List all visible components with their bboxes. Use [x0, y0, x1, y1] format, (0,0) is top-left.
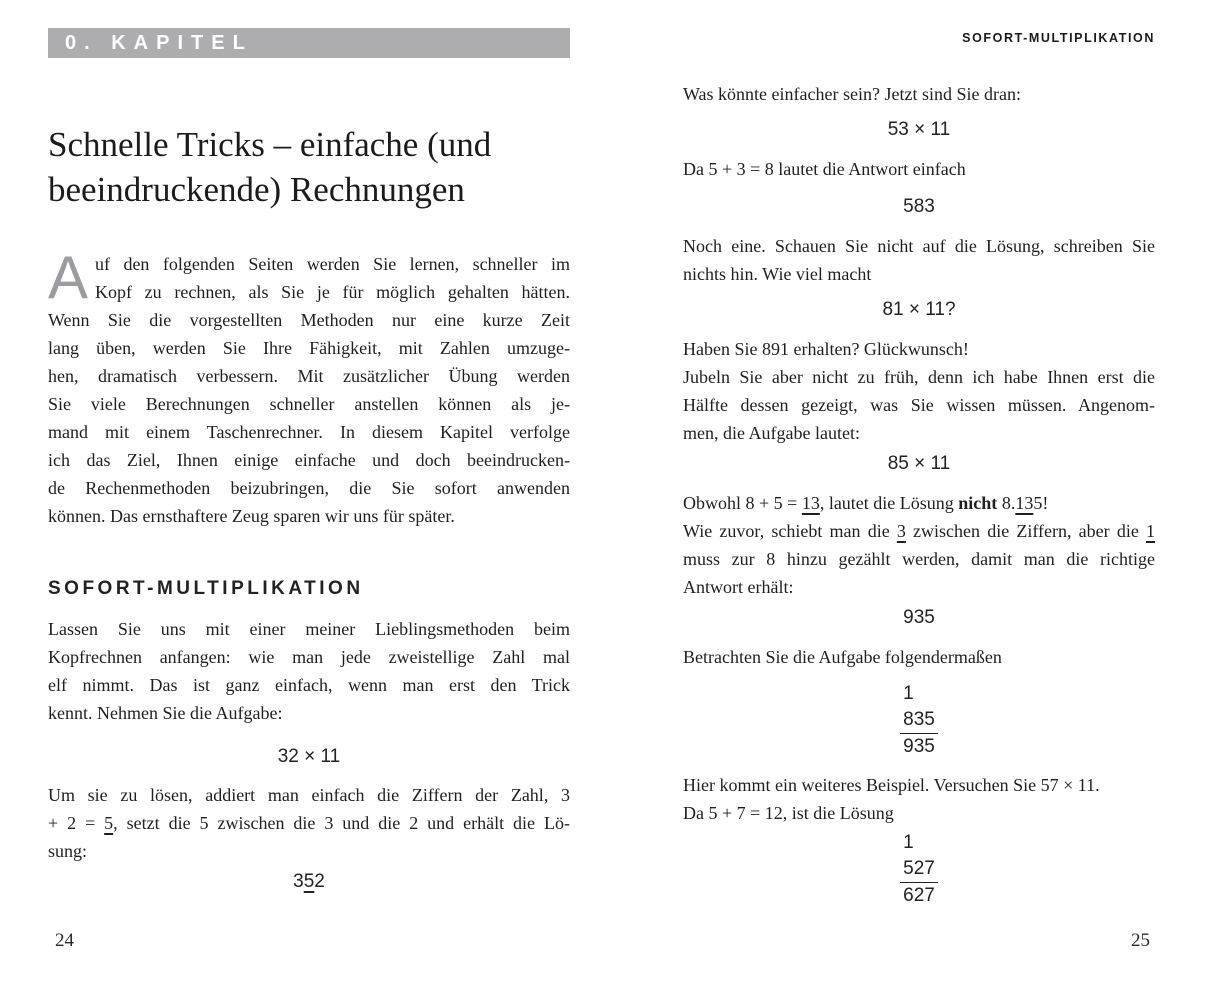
- drop-cap: A: [48, 244, 89, 311]
- text-line: [683, 391, 1155, 419]
- underlined-run: 5: [104, 813, 114, 833]
- text-run: 5!: [1033, 493, 1049, 513]
- solve-paragraph: [48, 781, 570, 865]
- addition-stack-835: [683, 681, 1155, 760]
- text-run: Jubeln Sie aber nicht zu früh, denn ich habe Ihnen erst die: [683, 367, 1155, 387]
- text-run: Hälfte dessen gezeigt, was Sie wissen müssen. Angenom-: [683, 395, 1155, 415]
- text-line: [48, 362, 570, 390]
- text-line: [48, 306, 570, 334]
- text-run: uf den folgenden Seiten werden Sie lernen, schneller im: [95, 254, 570, 274]
- text-line: [683, 545, 1155, 573]
- text-line: [48, 446, 570, 474]
- text-run: Da 5 + 7 = 12, ist die Lösung: [683, 803, 894, 823]
- text-line: [48, 699, 570, 727]
- page-number-left: 24: [55, 930, 74, 951]
- text-run: de Rechenmethoden beizubringen, die Sie sofort anwenden: [48, 478, 570, 498]
- paragraph-weiteres-beispiel: [683, 771, 1155, 827]
- chapter-title-line-2: beeindruckende) Rechnungen: [48, 170, 465, 209]
- text-line: [48, 837, 570, 865]
- text-run: , lautet die Lösung: [819, 493, 959, 513]
- text-line: [683, 155, 1155, 183]
- running-head: SOFORT-MULTIPLIKATION: [962, 31, 1155, 45]
- sum-row: 627: [903, 885, 935, 906]
- text-line: [683, 517, 1155, 545]
- text-run: 2: [314, 871, 325, 892]
- chapter-label: 0. KAPITEL: [65, 32, 253, 54]
- page-number-right: 25: [1131, 930, 1150, 951]
- text-line: [48, 278, 570, 306]
- text-run: kennt. Nehmen Sie die Aufgabe:: [48, 703, 283, 723]
- text-run: Was könnte einfacher sein? Jetzt sind Sie dran:: [683, 84, 1021, 104]
- text-run: , setzt die 5 zwischen die 3 und die 2 und erhält die Lö-: [113, 813, 570, 833]
- text-run: ich das Ziel, Ihnen einige einfache und doch beeindrucken-: [48, 450, 570, 470]
- text-line: [683, 232, 1155, 260]
- text-run: Um sie zu lösen, addiert man einfach die Ziffern der Zahl, 3: [48, 785, 570, 805]
- equation-32x11: 32 × 11: [277, 746, 341, 767]
- paragraph-da-5-3: [683, 155, 1155, 183]
- text-line: [683, 771, 1155, 799]
- text-run: sung:: [48, 841, 88, 861]
- chapter-header-bar: [48, 28, 570, 58]
- addend-row: 527: [900, 856, 938, 883]
- addition-stack: [900, 681, 938, 760]
- underlined-run: 13: [801, 493, 820, 513]
- text-run: 8.: [997, 493, 1016, 513]
- underlined-run: 1: [1146, 521, 1155, 541]
- paragraph-betrachten: [683, 643, 1155, 671]
- answer-583: 583: [903, 196, 935, 217]
- equation-53x11: 53 × 11: [887, 119, 951, 140]
- text-line: [683, 489, 1155, 517]
- carry-digit: 1: [903, 832, 914, 853]
- text-line: [48, 334, 570, 362]
- paragraph-obwohl: [683, 489, 1155, 601]
- text-run: Haben Sie 891 erhalten? Glückwunsch!: [683, 339, 969, 359]
- sum-row: 935: [903, 736, 935, 757]
- answer-935: 935: [903, 607, 935, 628]
- text-line: [48, 615, 570, 643]
- addition-stack: [900, 830, 938, 909]
- left-page: [48, 0, 570, 987]
- text-run: Hier kommt ein weiteres Beispiel. Versuchen Sie 57 × 11.: [683, 775, 1100, 795]
- intro-paragraph: [48, 244, 570, 530]
- text-run: Betrachten Sie die Aufgabe folgendermaßen: [683, 647, 1002, 667]
- text-run: hen, dramatisch verbessern. Mit zusätzlicher Übung werden: [48, 366, 570, 386]
- chapter-title-line-1: Schnelle Tricks – einfache (und: [48, 125, 492, 164]
- text-run: muss zur 8 hinzu gezählt werden, damit man die richtige: [683, 549, 1155, 569]
- text-line: [683, 80, 1155, 108]
- text-line: [48, 671, 570, 699]
- text-run: mand mit einem Taschenrechner. In diesem Kapitel verfolge: [48, 422, 570, 442]
- text-run: Wenn Sie die vorgestellten Methoden nur eine kurze Zeit: [48, 310, 570, 330]
- text-run: Noch eine. Schauen Sie nicht auf die Lösung, schreiben Sie: [683, 236, 1155, 256]
- section-heading: SOFORT-MULTIPLIKATION: [48, 578, 364, 599]
- chapter-title: [48, 122, 570, 212]
- text-run: Wie zuvor, schiebt man die: [683, 521, 897, 541]
- answer-352: [48, 868, 570, 896]
- right-page: [683, 0, 1155, 987]
- underlined-run: 3: [896, 521, 906, 541]
- text-line: [683, 363, 1155, 391]
- method-paragraph: [48, 615, 570, 727]
- text-run: Sie viele Berechnungen schneller anstellen können als je-: [48, 394, 570, 414]
- text-run: Da 5 + 3 = 8 lautet die Antwort einfach: [683, 159, 966, 179]
- text-run: Obwohl 8 + 5 =: [683, 493, 802, 513]
- equation-81x11: 81 × 11?: [882, 299, 956, 320]
- text-line: [48, 868, 570, 896]
- addition-stack-527: [683, 830, 1155, 909]
- text-run: Kopf zu rechnen, als Sie je für möglich gehalten hätten.: [95, 282, 570, 302]
- paragraph-your-turn: [683, 80, 1155, 108]
- addend-row: 835: [900, 707, 938, 734]
- text-run: Antwort erhält:: [683, 577, 794, 597]
- text-line: [48, 250, 570, 278]
- equation-85x11: 85 × 11: [887, 453, 951, 474]
- text-run: zwischen die Ziffern, aber die: [905, 521, 1146, 541]
- text-line: [48, 474, 570, 502]
- paragraph-noch-eine: [683, 232, 1155, 288]
- text-run: nichts hin. Wie viel macht: [683, 264, 872, 284]
- carry-digit: 1: [903, 683, 914, 704]
- underlined-run: 5: [303, 871, 315, 892]
- text-run: elf nimmt. Das ist ganz einfach, wenn man erst den Trick: [48, 675, 570, 695]
- text-line: [683, 643, 1155, 671]
- intro-paragraph-lines: [48, 244, 570, 530]
- text-run: men, die Aufgabe lautet:: [683, 423, 860, 443]
- text-run: + 2 =: [48, 813, 105, 833]
- text-run: können. Das ernsthaftere Zeug sparen wir uns für später.: [48, 506, 455, 526]
- text-line: [683, 573, 1155, 601]
- text-run: Lassen Sie uns mit einer meiner Lieblingsmethoden beim: [48, 619, 570, 639]
- text-line: [48, 418, 570, 446]
- text-run: lang üben, werden Sie Ihre Fähigkeit, mit Zahlen umzuge-: [48, 338, 570, 358]
- text-run: 3: [293, 871, 304, 892]
- text-line: [48, 809, 570, 837]
- text-line: [683, 260, 1155, 288]
- text-line: [683, 419, 1155, 447]
- text-line: [48, 502, 570, 530]
- text-line: [48, 781, 570, 809]
- text-line: [48, 643, 570, 671]
- text-run: Kopfrechnen anfangen: wie man jede zweistellige Zahl mal: [48, 647, 570, 667]
- underlined-run: 13: [1015, 493, 1034, 513]
- text-line: [683, 335, 1155, 363]
- text-line: [48, 390, 570, 418]
- text-line: [683, 799, 1155, 827]
- paragraph-haben-sie: [683, 335, 1155, 447]
- bold-run: nicht: [958, 493, 998, 513]
